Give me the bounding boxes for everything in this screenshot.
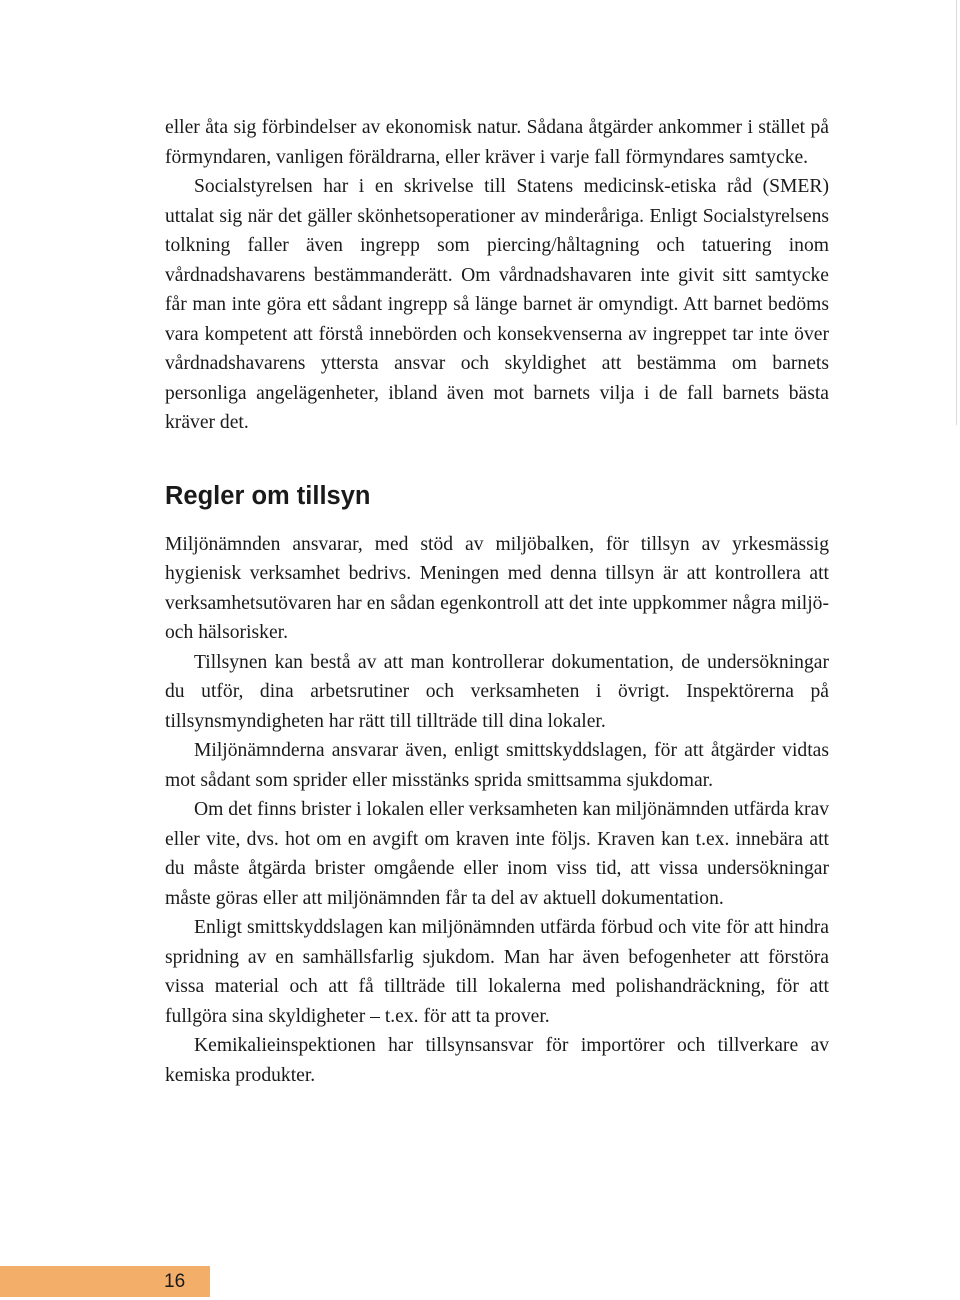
body-paragraph: Miljönämnden ansvarar, med stöd av miljöbalken, för tillsyn av yrkesmässig hygienisk verksamhet bedrivs. Meningen med denna tillsyn är att kontrollera att verksamhetsutövaren har en sådan egenkontroll att det inte uppkommer några miljö- och hälsorisker.	[165, 533, 829, 643]
body-paragraph: eller åta sig förbindelser av ekonomisk natur. Sådana åtgärder ankommer i stället på förmyndaren, vanligen föräldrarna, eller kräver i varje fall förmyndares samtycke.	[165, 117, 829, 168]
page-number: 16	[164, 1271, 186, 1292]
section-heading: Regler om tillsyn	[165, 481, 371, 510]
body-paragraph: Om det finns brister i lokalen eller verksamheten kan miljönämnden utfärda krav eller vite, dvs. hot om en avgift om kraven inte följs. Kraven kan t.ex. innebära att du måste åtgärda brister omgående eller inom viss tid, att vissa undersökningar måste göras eller att miljönämnden får ta del av aktuell dokumentation.	[165, 799, 829, 909]
body-paragraph: Socialstyrelsen har i en skrivelse till Statens medicinsk-etiska råd (SMER) uttalat sig när det gäller skönhetsoperationer av minderåriga. Enligt Socialstyrelsens tolkning faller även ingrepp som piercing/håltagning och tatuering inom vårdnadshavarens bestämmanderätt. Om vårdnadshavaren inte givit sitt samtycke får man inte göra ett sådant ingrepp så länge barnet är omyndigt. Att barnet bedöms vara kompetent att förstå innebörden och konsekvenserna av ingreppet tar inte över vårdnadshavarens yttersta ansvar och skyldighet att bestämma om barnets personliga angelägenheter, ibland även mot barnets vilja i de fall barnets bästa kräver det.	[165, 176, 829, 433]
body-paragraph: Enligt smittskyddslagen kan miljönämnden utfärda förbud och vite för att hindra spridning av en samhällsfarlig sjukdom. Man har även befogenheter att förstöra vissa material och att få tillträde till lokalerna med polishandräckning, för att fullgöra sina skyldigheter – t.ex. för att ta prover.	[165, 917, 829, 1027]
body-paragraph: Kemikalieinspektionen har tillsynsansvar för importörer och tillverkare av kemiska produkter.	[165, 1035, 829, 1086]
page-edge-line	[956, 0, 957, 425]
body-paragraph: Miljönämnderna ansvarar även, enligt smittskyddslagen, för att åtgärder vidtas mot sådant som sprider eller misstänks sprida smittsamma sjukdomar.	[165, 740, 829, 791]
page-body	[165, 113, 829, 1090]
body-paragraph: Tillsynen kan bestå av att man kontrollerar dokumentation, de undersökningar du utför, dina arbetsrutiner och verksamheten i övrigt. Inspektörerna på tillsynsmyndigheten har rätt till tillträde till dina lokaler.	[165, 651, 829, 732]
